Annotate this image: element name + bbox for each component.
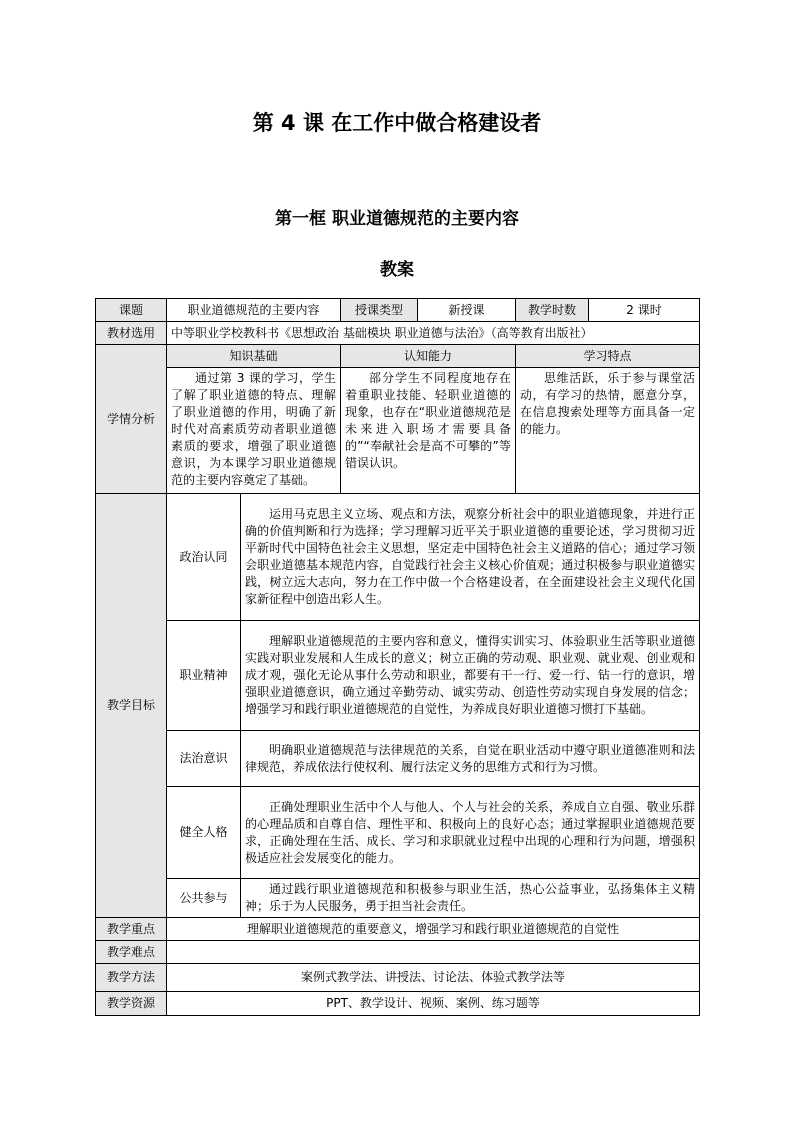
method-label: 教学方法: [96, 964, 167, 992]
key-point-label: 教学重点: [96, 918, 167, 941]
goal-name: 职业精神: [167, 621, 241, 731]
table-row: [96, 494, 700, 621]
section-title: 第一框 职业道德规范的主要内容: [275, 209, 519, 229]
analysis-knowledge: 通过第 3 课的学习，学生了解了职业道德的特点、理解了职业道德的作用，明确了新时代对高素质劳动者职业道德素质的要求，增强了职业道德意识，为本课学习职业道德规范的主要内容奠定了基础。: [167, 368, 341, 494]
key-point-value: 理解职业道德规范的重要意义，增强学习和践行职业道德规范的自觉性: [167, 918, 700, 941]
type-label: 授课类型: [341, 299, 418, 322]
analysis-label: 学情分析: [96, 345, 167, 494]
table-row: [96, 368, 700, 494]
table-row: [96, 621, 700, 731]
table-row: [96, 299, 700, 322]
resource-value: PPT、教学设计、视频、案例、练习题等: [167, 992, 700, 1016]
goal-name: 政治认同: [167, 494, 241, 621]
analysis-features: 思维活跃，乐于参与课堂活动，有学习的热情，愿意分享，在信息搜索处理等方面具备一定的能力。: [516, 368, 700, 494]
hours-label: 教学时数: [516, 299, 589, 322]
doc-type-title: 教案: [380, 260, 414, 280]
method-value: 案例式教学法、讲授法、讨论法、体验式教学法等: [167, 964, 700, 992]
table-row: [96, 964, 700, 992]
table-row: [96, 992, 700, 1016]
goal-name: 健全人格: [167, 787, 241, 879]
analysis-header-features: 学习特点: [516, 345, 700, 368]
lesson-title: 第 4 课 在工作中做合格建设者: [252, 111, 542, 135]
goal-text: 通过践行职业道德规范和积极参与职业生活，热心公益事业，弘扬集体主义精神；乐于为人民服务，勇于担当社会责任。: [241, 879, 700, 918]
table-row: [96, 731, 700, 787]
textbook-label: 教材选用: [96, 322, 167, 345]
table-row: [96, 345, 700, 368]
goal-text: 理解职业道德规范的主要内容和意义，懂得实训实习、体验职业生活等职业道德实践对职业发展和人生成长的意义；树立正确的劳动观、职业观、就业观、创业观和成才观，强化无论从事什么劳动和职业，都要有干一行、爱一行、钻一行的意识，增强职业道德意识，确立通过辛勤劳动、诚实劳动、创造性劳动实现自身发展的信念；增强学习和践行职业道德规范的自觉性，为养成良好职业道德习惯打下基础。: [241, 621, 700, 731]
goal-text: 明确职业道德规范与法律规范的关系，自觉在职业活动中遵守职业道德准则和法律规范，养成依法行使权利、履行法定义务的思维方式和行为习惯。: [241, 731, 700, 787]
goal-name: 法治意识: [167, 731, 241, 787]
topic-label: 课题: [96, 299, 167, 322]
table-row: [96, 918, 700, 941]
analysis-cognition: 部分学生不同程度地存在着重职业技能、轻职业道德的现象，也存在“职业道德规范是未来进入职场才需要具备的”“奉献社会是高不可攀的”等错误认识。: [341, 368, 516, 494]
lesson-plan-table: [95, 298, 700, 1016]
table-row: [96, 322, 700, 345]
hours-value: 2 课时: [589, 299, 700, 322]
goal-text: 运用马克思主义立场、观点和方法，观察分析社会中的职业道德现象，并进行正确的价值判断和行为选择；学习理解习近平关于职业道德的重要论述，学习贯彻习近平新时代中国特色社会主义思想，坚定走中国特色社会主义道路的信心；通过学习领会职业道德基本规范内容，自觉践行社会主义核心价值观；通过积极参与职业道德实践，树立远大志向，努力在工作中做一个合格建设者，在全面建设社会主义现代化国家新征程中创造出彩人生。: [241, 494, 700, 621]
difficulty-label: 教学难点: [96, 941, 167, 964]
topic-value: 职业道德规范的主要内容: [167, 299, 341, 322]
difficulty-value: [167, 941, 700, 964]
analysis-header-cognition: 认知能力: [341, 345, 516, 368]
goal-text: 正确处理职业生活中个人与他人、个人与社会的关系，养成自立自强、敬业乐群的心理品质和自尊自信、理性平和、积极向上的良好心态；通过掌握职业道德规范要求，正确处理在生活、成长、学习和求职就业过程中出现的心理和行为问题，增强积极适应社会发展变化的能力。: [241, 787, 700, 879]
table-row: [96, 879, 700, 918]
goal-name: 公共参与: [167, 879, 241, 918]
textbook-value: 中等职业学校教科书《思想政治 基础模块 职业道德与法治》（高等教育出版社）: [167, 322, 700, 345]
type-value: 新授课: [418, 299, 516, 322]
table-row: [96, 941, 700, 964]
table-row: [96, 787, 700, 879]
analysis-header-knowledge: 知识基础: [167, 345, 341, 368]
resource-label: 教学资源: [96, 992, 167, 1016]
goals-label: 教学目标: [96, 494, 167, 918]
